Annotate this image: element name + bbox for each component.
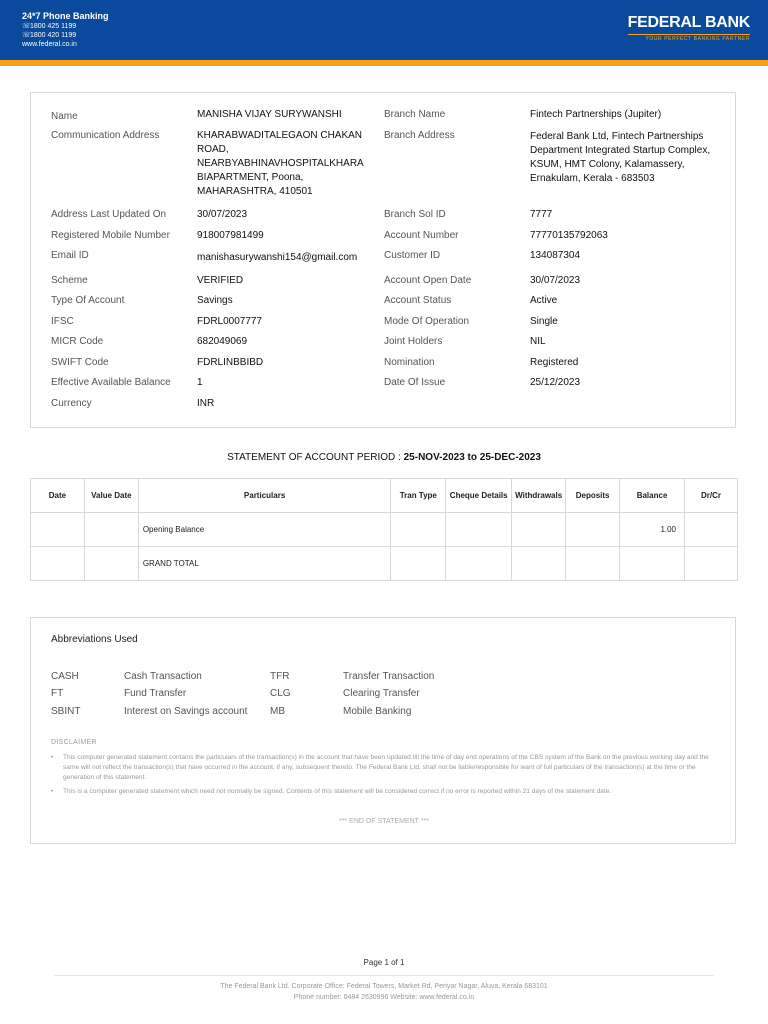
column-header: Cheque Details	[446, 479, 512, 513]
statement-period	[0, 452, 768, 463]
page-number: Page 1 of 1	[363, 958, 405, 967]
account-type-value: Savings	[197, 295, 233, 306]
joint-holders-label: Joint Holders	[384, 336, 443, 347]
disclaimer-point: • This computer generated statement contains the particulars of the transaction(s) in the account that have been updated till the time of day end operations of the CBS system of the Bank on the previous working day and the same will not reflect the transaction(s) that have occurred in the account, if any, subsequent thereto. The Federal Bank Ltd. shall not be liable/responsible for want of full particulars of the transaction(s) at the time or the generation of this statement.	[51, 753, 717, 783]
mobile-label: Registered Mobile Number	[51, 230, 170, 241]
account-info-box	[30, 92, 736, 428]
column-header: Balance	[620, 479, 685, 513]
account-open-date-value: 30/07/2023	[530, 275, 581, 286]
scheme-label: Scheme	[51, 275, 88, 286]
column-header: Particulars	[138, 479, 391, 513]
column-header: Dr/Cr	[685, 479, 738, 513]
nomination-label: Nomination	[384, 357, 435, 368]
abbr-meaning: Mobile Banking	[343, 706, 412, 717]
grand-total-label: GRAND TOTAL	[138, 547, 391, 581]
swift-label: SWIFT Code	[51, 357, 109, 368]
opening-balance-label: Opening Balance	[138, 513, 391, 547]
table-header-row	[31, 479, 738, 513]
account-number-label: Account Number	[384, 230, 459, 241]
micr-value: 682049069	[197, 336, 248, 347]
footer-divider	[54, 975, 714, 976]
end-of-statement: *** END OF STATEMENT ***	[339, 818, 429, 825]
mode-of-operation-value: Single	[530, 316, 558, 327]
phone-icon: ☏	[22, 23, 31, 30]
customer-id-label: Customer ID	[384, 250, 441, 261]
disclaimer-point: • This is a computer generated statement which need not normally be signed. Contents of this statement will be considered correct if no error is reported within 21 days of the statement date.	[51, 787, 717, 797]
abbreviations-box	[30, 617, 736, 844]
branch-sol-id-label: Branch Sol ID	[384, 209, 446, 220]
column-header: Withdrawals	[512, 479, 566, 513]
statement-period-value: 25-NOV-2023 to 25-DEC-2023	[403, 452, 541, 463]
header-bar	[0, 0, 768, 60]
account-type-label: Type Of Account	[51, 295, 125, 306]
abbr-code: MB	[270, 706, 285, 717]
column-header: Value Date	[84, 479, 138, 513]
statement-period-label: STATEMENT OF ACCOUNT PERIOD :	[227, 452, 401, 463]
name-label: Name	[51, 111, 78, 122]
account-number-value: 77770135792063	[530, 230, 608, 241]
abbr-code: FT	[51, 688, 64, 699]
abbr-meaning: Cash Transaction	[124, 671, 202, 682]
branch-address-value: Federal Bank Ltd, Fintech Partnerships Department Integrated Startup Complex, KSUM, HMT Colony, Kalamassery, Ernakulam, Kerala - 683503	[530, 131, 711, 184]
abbr-meaning: Transfer Transaction	[343, 671, 435, 682]
swift-value: FDRLINBBIBD	[197, 357, 264, 368]
phone-icon: ☏	[22, 32, 31, 39]
branch-name-label: Branch Name	[384, 109, 446, 120]
abbr-code: CLG	[270, 688, 291, 699]
branch-address-label: Branch Address	[384, 130, 455, 141]
table-row	[31, 513, 738, 547]
ifsc-value: FDRL0007777	[197, 316, 263, 327]
email-value: manishasurywanshi154@gmail.com	[197, 252, 358, 263]
account-status-value: Active	[530, 295, 558, 306]
phone-banking-info	[22, 10, 109, 49]
effective-balance-value: 1	[197, 377, 203, 388]
column-header: Deposits	[566, 479, 620, 513]
transactions-table	[30, 478, 738, 581]
ifsc-label: IFSC	[51, 316, 74, 327]
abbr-code: TFR	[270, 671, 290, 682]
phone-banking-title: 24*7 Phone Banking	[22, 11, 109, 21]
email-label: Email ID	[51, 250, 89, 261]
footer-contact: Phone number: 0484 2630996 Website: www.federal.co.in	[293, 994, 475, 1001]
branch-name-value: Fintech Partnerships (Jupiter)	[530, 109, 662, 120]
scheme-value: VERIFIED	[197, 275, 244, 286]
header-website[interactable]: www.federal.co.in	[22, 41, 77, 48]
currency-value: INR	[197, 398, 215, 409]
communication-address: KHARABWADITALEGAON CHAKAN ROAD, NEARBYABHINAVHOSPITALKHARA BIAPARTMENT, Poona, MAHARASHTRA, 410501	[197, 130, 364, 197]
account-open-date-label: Account Open Date	[384, 275, 472, 286]
column-header: Date	[31, 479, 85, 513]
abbr-meaning: Clearing Transfer	[343, 688, 420, 699]
header-accent-stripe	[0, 60, 768, 66]
address-updated-date: 30/07/2023	[197, 209, 248, 220]
mobile-number: 918007981499	[197, 230, 264, 241]
effective-balance-label: Effective Available Balance	[51, 377, 171, 388]
customer-name: MANISHA VIJAY SURYWANSHI	[197, 109, 342, 120]
abbr-meaning: Interest on Savings account	[124, 706, 248, 717]
federal-bank-logo	[628, 14, 750, 43]
currency-label: Currency	[51, 398, 92, 409]
account-status-label: Account Status	[384, 295, 452, 306]
bank-name: FEDERAL BANK	[627, 14, 750, 31]
bank-tagline: YOUR PERFECT BANKING PARTNER	[645, 36, 750, 42]
table-row	[31, 547, 738, 581]
date-of-issue-value: 25/12/2023	[530, 377, 581, 388]
disclaimer-title: DISCLAIMER	[51, 739, 97, 746]
micr-label: MICR Code	[51, 336, 104, 347]
branch-sol-id-value: 7777	[530, 209, 553, 220]
phone-number-1: 1800 425 1199	[30, 23, 77, 30]
phone-number-2: 1800 420 1199	[30, 32, 77, 39]
column-header: Tran Type	[391, 479, 446, 513]
nomination-value: Registered	[530, 357, 579, 368]
date-of-issue-label: Date Of Issue	[384, 377, 446, 388]
abbr-code: CASH	[51, 671, 79, 682]
footer-address: The Federal Bank Ltd. Corporate Office: Federal Towers, Market Rd, Periyar Nagar, Aluva, Kerala 683101	[220, 983, 548, 990]
abbr-meaning: Fund Transfer	[124, 688, 187, 699]
disclaimer-list	[51, 753, 717, 801]
joint-holders-value: NIL	[530, 336, 546, 347]
opening-balance-value: 1.00	[620, 513, 685, 547]
communication-address-label: Communication Address	[51, 130, 160, 141]
mode-of-operation-label: Mode Of Operation	[384, 316, 470, 327]
abbreviations-title: Abbreviations Used	[51, 634, 138, 645]
address-updated-label: Address Last Updated On	[51, 209, 167, 220]
customer-id-value: 134087304	[530, 250, 581, 261]
abbr-code: SBINT	[51, 706, 81, 717]
